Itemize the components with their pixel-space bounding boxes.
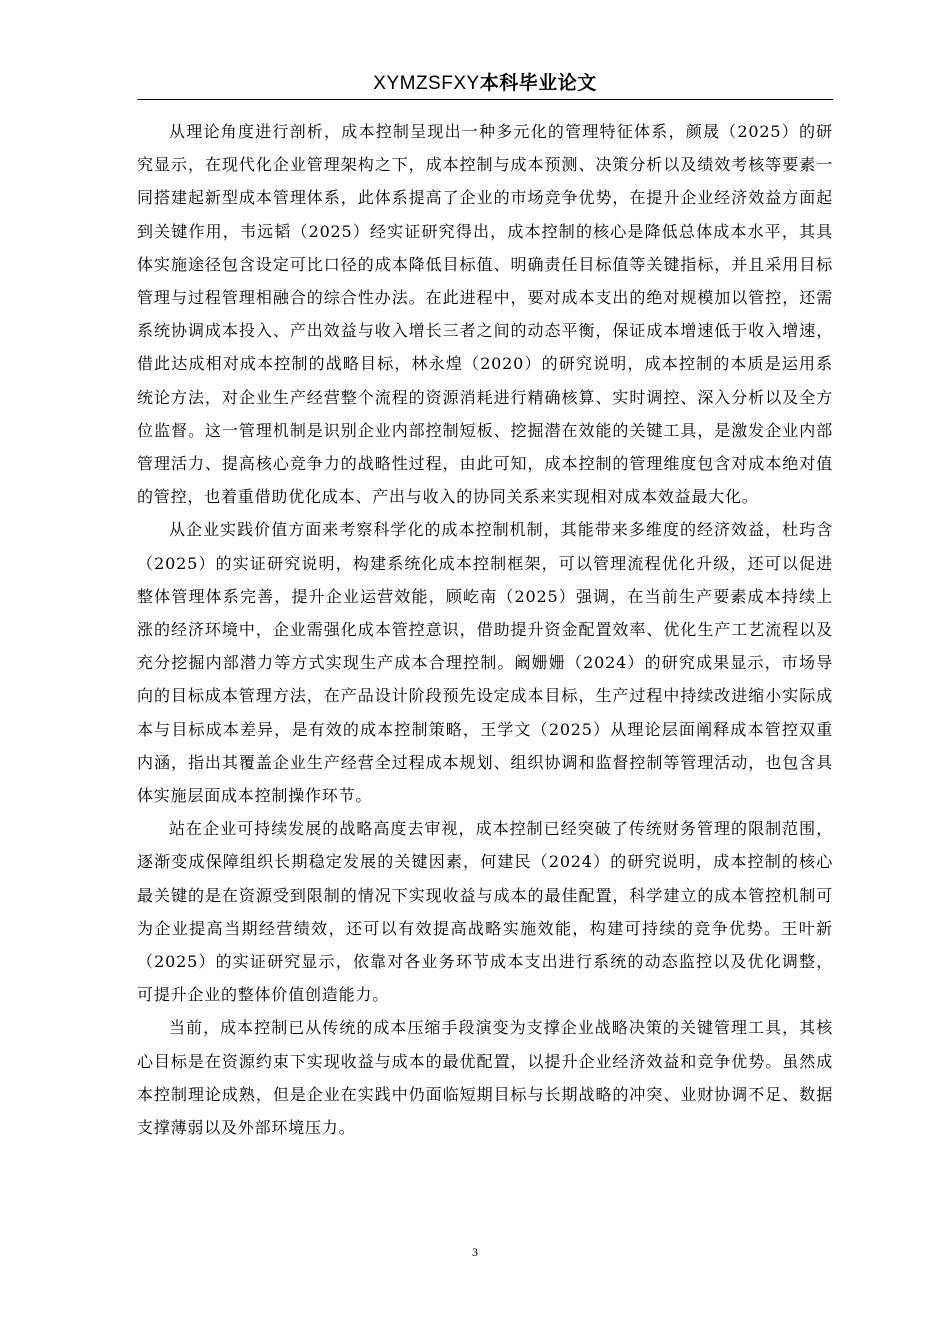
paragraph: 当前，成本控制已从传统的成本压缩手段演变为支撑企业战略决策的关键管理工具，其核心目标是在资源约束下实现收益与成本的最优配置，以提升企业经济效益和竞争优势。虽然成本控制理论成熟，但是企业在实践中仍面临短期目标与长期战略的冲突、业财协调不足、数据支撑薄弱以及外部环境压力。 (137, 1018, 833, 1138)
header-title: 本科毕业论文 (479, 72, 597, 94)
paragraph: 从理论角度进行剖析，成本控制呈现出一种多元化的管理特征体系，颜晟（2025）的研究显示，在现代化企业管理架构之下，成本控制与成本预测、决策分析以及绩效考核等要素一同搭建起新型成本管理体系，此体系提高了企业的市场竞争优势，在提升企业经济效益方面起到关键作用，韦远韬（2025）经实证研究得出，成本控制的核心是降低总体成本水平，其具体实施途径包含设定可比口径的成本降低目标值、明确责任目标值等关键指标，并且采用目标管理与过程管理相融合的综合性办法。在此进程中，要对成本支出的绝对规模加以管控，还需系统协调成本投入、产出效益与收入增长三者之间的动态平衡，保证成本增速低于收入增速，借此达成相对成本控制的战略目标，林永煌（2020）的研究说明，成本控制的本质是运用系统论方法，对企业生产经营整个流程的资源消耗进行精确核算、实时调控、深入分析以及全方位监督。这一管理机制是识别企业内部控制短板、挖掘潜在效能的关键工具，是激发企业内部管理活力、提高核心竞争力的战略性过程，由此可知，成本控制的管理维度包含对成本绝对值的管控，也着重借助优化成本、产出与收入的协同关系来实现相对成本效益最大化。 (137, 122, 833, 507)
paragraph: 站在企业可持续发展的战略高度去审视，成本控制已经突破了传统财务管理的限制范围，逐渐变成保障组织长期稳定发展的关键因素，何建民（2024）的研究说明，成本控制的核心最关键的是在资源受到限制的情况下实现收益与成本的最佳配置，科学建立的成本管控机制可为企业提高当期经营绩效，还可以有效提高战略实施效能，构建可持续的竞争优势。王叶新（2025）的实证研究显示，依靠对各业务环节成本支出进行系统的动态监控以及优化调整，可提升企业的整体价值创造能力。 (137, 819, 833, 1005)
paragraph: 从企业实践价值方面来考察科学化的成本控制机制，其能带来多维度的经济效益，杜玙含（2025）的实证研究说明，构建系统化成本控制框架，可以管理流程优化升级，还可以促进整体管理体系完善，提升企业运营效能，顾屹南（2025）强调，在当前生产要素成本持续上涨的经济环境中，企业需强化成本管控意识，借助提升资金配置效率、优化生产工艺流程以及充分挖掘内部潜力等方式实现生产成本合理控制。阚姗姗（2024）的研究成果显示，市场导向的目标成本管理方法，在产品设计阶段预先设定成本目标，生产过程中持续改进缩小实际成本与目标成本差异，是有效的成本控制策略，王学文（2025）从理论层面阐释成本管控双重内涵，指出其覆盖企业生产经营全过程成本规划、组织协调和监督控制等管理活动，也包含具体实施层面成本控制操作环节。 (137, 520, 833, 806)
page-header (137, 70, 833, 97)
header-divider (137, 99, 833, 100)
page-number: 3 (472, 1245, 478, 1259)
header-code: XYMZSFXY (373, 73, 480, 94)
body-text (137, 115, 833, 1144)
